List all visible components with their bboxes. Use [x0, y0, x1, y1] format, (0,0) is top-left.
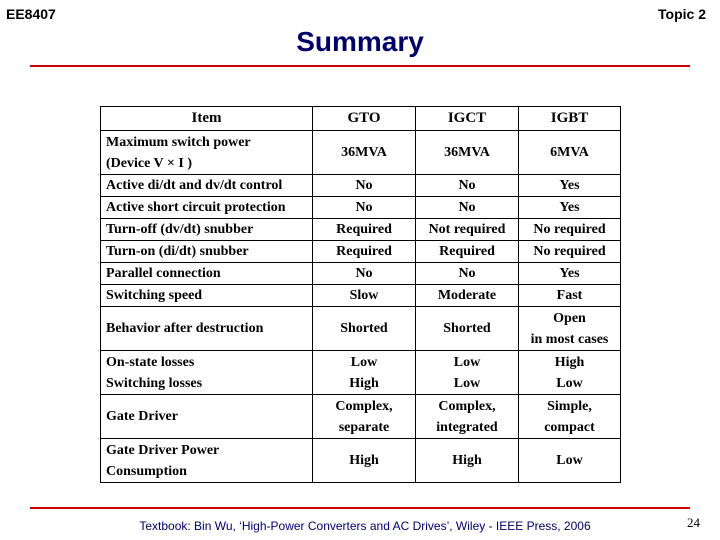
row-label: Gate Driver: [101, 395, 313, 439]
textbook-citation: Textbook: Bin Wu, ‘High-Power Converters and AC Drives’, Wiley - IEEE Press, 2006: [139, 519, 591, 533]
row-label: Switching speed: [101, 285, 313, 307]
cell-igct: High: [416, 439, 519, 483]
cell-igbt: No required: [519, 219, 621, 241]
cell-gto: Complex, separate: [313, 395, 416, 439]
table-row: [101, 241, 621, 263]
cell-igct: Moderate: [416, 285, 519, 307]
header-gto: GTO: [313, 107, 416, 131]
page-number: 24: [687, 515, 700, 530]
cell-igbt: Yes: [519, 175, 621, 197]
cell-igct: 36MVA: [416, 131, 519, 175]
cell-igct: Required: [416, 241, 519, 263]
cell-gto: Slow: [313, 285, 416, 307]
cell-igct: No: [416, 197, 519, 219]
cell-gto: Low High: [313, 351, 416, 395]
course-code: EE8407: [6, 6, 56, 22]
comparison-table: [100, 106, 621, 483]
cell-gto: High: [313, 439, 416, 483]
cell-gto: Required: [313, 241, 416, 263]
table-row: [101, 197, 621, 219]
cell-igct: No: [416, 175, 519, 197]
cell-igbt: Simple, compact: [519, 395, 621, 439]
cell-igbt: Open in most cases: [519, 307, 621, 351]
row-label: Parallel connection: [101, 263, 313, 285]
table-row: [101, 395, 621, 439]
header-igct: IGCT: [416, 107, 519, 131]
footer-divider: [30, 507, 690, 509]
slide-title: Summary: [296, 26, 424, 57]
table-row: [101, 285, 621, 307]
cell-gto: No: [313, 197, 416, 219]
row-label: On-state losses Switching losses: [101, 351, 313, 395]
cell-igct: Not required: [416, 219, 519, 241]
topic-label: Topic 2: [658, 6, 706, 22]
row-label: Gate Driver Power Consumption: [101, 439, 313, 483]
cell-igct: No: [416, 263, 519, 285]
table-row: [101, 175, 621, 197]
cell-gto: Required: [313, 219, 416, 241]
table-row: [101, 439, 621, 483]
cell-igct: Complex, integrated: [416, 395, 519, 439]
cell-gto: 36MVA: [313, 131, 416, 175]
table-row: [101, 307, 621, 351]
table-row: [101, 351, 621, 395]
title-divider: [30, 65, 690, 67]
cell-igbt: 6MVA: [519, 131, 621, 175]
table-row: [101, 263, 621, 285]
row-label: Turn-on (di/dt) snubber: [101, 241, 313, 263]
table-header-row: [101, 107, 621, 131]
header-igbt: IGBT: [519, 107, 621, 131]
cell-gto: Shorted: [313, 307, 416, 351]
row-label: Behavior after destruction: [101, 307, 313, 351]
row-label: Active short circuit protection: [101, 197, 313, 219]
cell-igbt: High Low: [519, 351, 621, 395]
table-row: [101, 131, 621, 175]
cell-igct: Low Low: [416, 351, 519, 395]
cell-igbt: Low: [519, 439, 621, 483]
cell-igct: Shorted: [416, 307, 519, 351]
row-label: Active di/dt and dv/dt control: [101, 175, 313, 197]
cell-igbt: Yes: [519, 197, 621, 219]
cell-igbt: Yes: [519, 263, 621, 285]
cell-igbt: Fast: [519, 285, 621, 307]
row-label: Maximum switch power (Device V × I ): [101, 131, 313, 175]
table-row: [101, 219, 621, 241]
header-item: Item: [101, 107, 313, 131]
row-label: Turn-off (dv/dt) snubber: [101, 219, 313, 241]
cell-igbt: No required: [519, 241, 621, 263]
cell-gto: No: [313, 263, 416, 285]
cell-gto: No: [313, 175, 416, 197]
